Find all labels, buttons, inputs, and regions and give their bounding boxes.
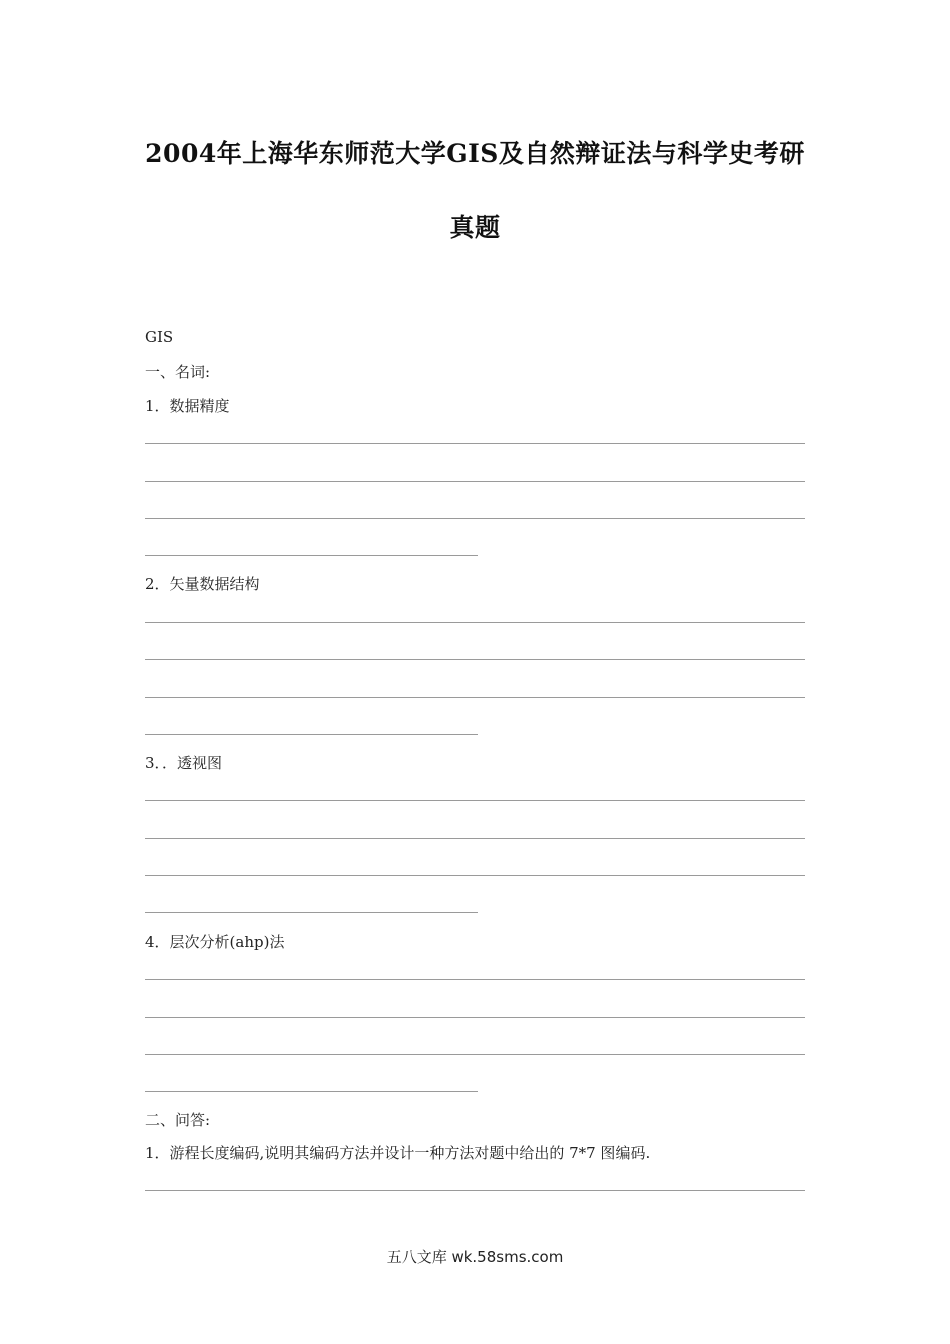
answer-line <box>145 622 805 623</box>
answer-line <box>145 1091 478 1092</box>
section-heading-terms: 一、名词: <box>145 363 211 381</box>
term-item-3: 3．．透视图 <box>145 754 223 772</box>
term-item-1: 1．数据精度 <box>145 397 230 415</box>
document-title-line-1: 2004年上海华东师范大学GIS及自然辩证法与科学史考研 <box>145 139 805 168</box>
term-item-4: 4．层次分析(ahp)法 <box>145 933 285 951</box>
answer-line <box>145 734 478 735</box>
answer-line <box>145 518 805 519</box>
answer-line <box>145 800 805 801</box>
term-item-2: 2．矢量数据结构 <box>145 575 260 593</box>
answer-line <box>145 979 805 980</box>
section-heading-questions: 二、问答: <box>145 1111 211 1129</box>
answer-line <box>145 1017 805 1018</box>
answer-line <box>145 1190 805 1191</box>
footer-watermark: 五八文库 wk.58sms.com <box>386 1248 564 1266</box>
answer-line <box>145 912 478 913</box>
answer-line <box>145 659 805 660</box>
answer-line <box>145 443 805 444</box>
subject-label: GIS <box>145 328 174 346</box>
question-item-1: 1．游程长度编码,说明其编码方法并设计一种方法对题中给出的 7*7 图编码. <box>145 1144 651 1162</box>
answer-line <box>145 697 805 698</box>
answer-line <box>145 555 478 556</box>
answer-line <box>145 1054 805 1055</box>
answer-line <box>145 875 805 876</box>
answer-line <box>145 838 805 839</box>
document-title-line-2: 真题 <box>449 213 501 242</box>
answer-line <box>145 481 805 482</box>
